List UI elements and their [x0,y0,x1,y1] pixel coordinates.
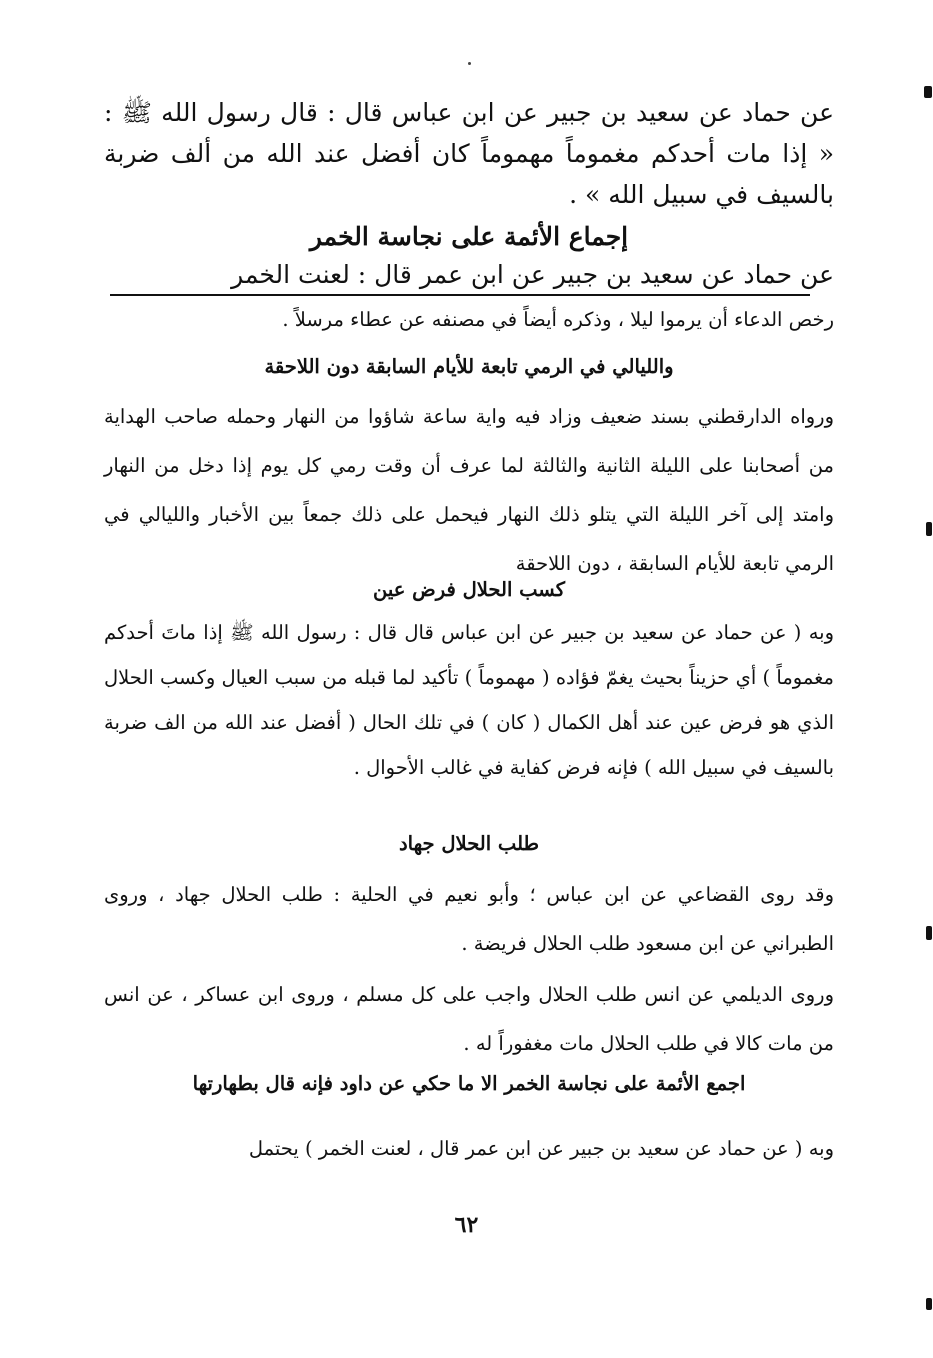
section-3-text-2: وروى الديلمي عن انس طلب الحلال واجب على كل مسلم ، وروى ابن عساكر ، عن انس من مات كالا في طلب الحلال مات مغفوراً له . [104,983,834,1055]
section-3-heading: طلب الحلال جهاد [398,832,540,855]
page-number: ٦٢ [454,1212,479,1238]
edge-mark [926,926,932,940]
top-heading: إجماع الأئمة على نجاسة الخمر [309,222,629,251]
footnote-separator [110,294,810,296]
section-4-heading: اجمع الأئمة على نجاسة الخمر الا ما حكي عن داود فإنه قال بطهارتها [192,1072,746,1095]
section-2-text: وبه ( عن حماد عن سعيد بن جبير عن ابن عباس قال قال : رسول الله ﷺ إذا ماتَ أحدكم مغموماً ) أي حزيناً بحيث يغمّ فؤاده ( مهموماً ) تأكيد لما قبله من سبب العيال وكسب الحلال الذي هو فرض عين عند أهل الكمال ( كان ) في تلك الحال ( أفضل عند الله من الف ضربة بالسيف في سبيل الله ) فإنه فرض كفاية في غالب الأحوال . [104,621,834,779]
section-4-text: وبه ( عن حماد عن سعيد بن جبير عن ابن عمر قال ، لعنت الخمر ) يحتمل [248,1137,834,1160]
section-3-text: وقد روى القضاعي عن ابن عباس ؛ وأبو نعيم في الحلية : طلب الحلال جهاد ، وروى الطبراني عن ابن مسعود طلب الحلال فريضة . [104,883,834,955]
section-2-heading: كسب الحلال فرض عين [373,578,565,601]
edge-mark [926,522,932,536]
footnote-text: رخص الدعاء أن يرموا ليلا ، وذكره أيضاً في مصنفه عن عطاء مرسلاً . [282,308,834,331]
section-1-heading: والليالي في الرمي تابعة للأيام السابقة دون اللاحقة [264,355,674,378]
top-paragraph: عن حماد عن سعيد بن جبير عن ابن عباس قال : قال رسول الله ﷺ : « إذا مات أحدكم مغموماً مهموماً كان أفضل عند الله من ألف ضربة بالسيف في سبيل الله » . [104,98,834,209]
edge-mark [926,1298,932,1310]
edge-mark [924,86,932,98]
section-1-text: ورواه الدارقطني بسند ضعيف وزاد فيه واية ساعة شاؤوا من النهار وحمله صاحب الهداية من أصحابنا على الليلة الثانية والثالثة لما عرف أن وقت رمي كل يوم إذا دخل من النهار وامتد إلى آخر الليلة التي يتلو ذلك النهار فيحمل على ذلك جمعاً بين الأخبار والليالي في الرمي تابعة للأيام السابقة ، دون اللاحقة [104,405,834,575]
top-paragraph-2: عن حماد عن سعيد بن جبير عن ابن عمر قال : لعنت الخمر [231,260,834,289]
top-dot-mark [468,62,471,65]
